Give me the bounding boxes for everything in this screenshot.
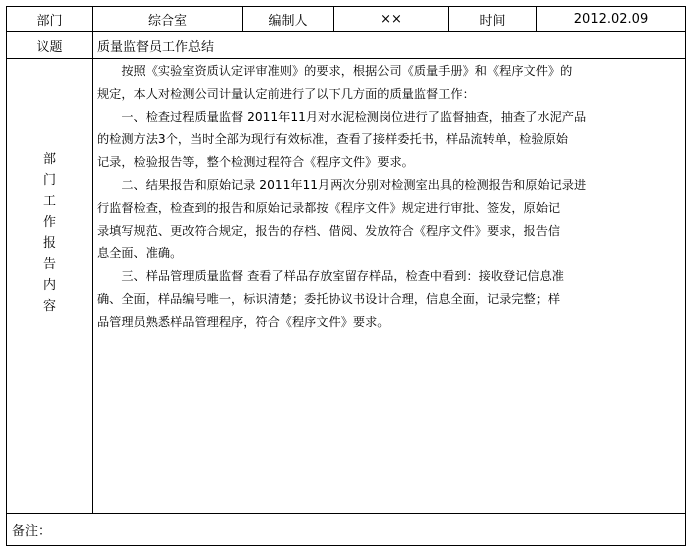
- topic-label: 议题: [36, 39, 63, 55]
- report-line: 的检测方法3个，当时全部为现行有效标准，查看了接样委托书，样品流转单，检验原始: [97, 132, 568, 147]
- report-line: 二、结果报告和原始记录 2011年11月两次分别对检测室出具的检测报告和原始记录进: [97, 177, 587, 192]
- topic-value: 质量监督员工作总结: [97, 39, 215, 55]
- report-content-label: [7, 149, 92, 317]
- report-line: 息全面、准确。: [97, 246, 183, 261]
- time-label: 时间: [479, 13, 506, 29]
- report-label-char: 工: [42, 194, 56, 209]
- remarks-label: 备注：: [12, 524, 52, 539]
- author-value: ××: [380, 11, 402, 27]
- report-line: 一、检查过程质量监督 2011年11月对水泥检测岗位进行了监督抽查，抽查了水泥产品: [97, 109, 587, 124]
- border-right: [685, 6, 686, 546]
- time-value: 2012.02.09: [573, 11, 649, 27]
- report-label-char: 部: [42, 152, 56, 167]
- report-label-char: 门: [42, 173, 56, 188]
- work-report-form: [6, 6, 686, 546]
- report-line: 规定，本人对检测公司计量认定前进行了以下几方面的质量监督工作：: [97, 86, 475, 101]
- report-label-char: 报: [42, 236, 56, 251]
- report-line: 按照《实验室资质认定评审准则》的要求，根据公司《质量手册》和《程序文件》的: [97, 64, 573, 78]
- report-line: 品管理员熟悉样品管理程序，符合《程序文件》要求。: [97, 314, 390, 329]
- report-line: 记录，检验报告等，整个检测过程符合《程序文件》要求。: [97, 155, 414, 170]
- report-line: 确、全面，样品编号唯一，标识清楚；委托协议书设计合理，信息全面，记录完整；样: [97, 291, 561, 306]
- report-line: 三、样品管理质量监督 查看了样品存放室留存样品，检查中看到：接收登记信息准: [97, 269, 564, 284]
- report-label-char: 内: [42, 278, 56, 293]
- border-bottom: [6, 545, 686, 546]
- divider-topic: [6, 58, 686, 59]
- divider-label-column: [92, 6, 93, 514]
- report-label-char: 容: [42, 299, 56, 314]
- report-content-body: [97, 60, 682, 334]
- dept-value: 综合室: [147, 13, 187, 29]
- report-label-char: 告: [42, 257, 56, 272]
- report-line: 录填写规范、更改符合规定，报告的存档、借阅、发放符合《程序文件》要求，报告信: [97, 223, 561, 238]
- author-label: 编制人: [268, 13, 308, 29]
- dept-label: 部门: [36, 13, 63, 29]
- report-line: 行监督检查，检查到的报告和原始记录都按《程序文件》规定进行审批、签发，原始记: [97, 200, 561, 215]
- report-label-char: 作: [42, 215, 56, 230]
